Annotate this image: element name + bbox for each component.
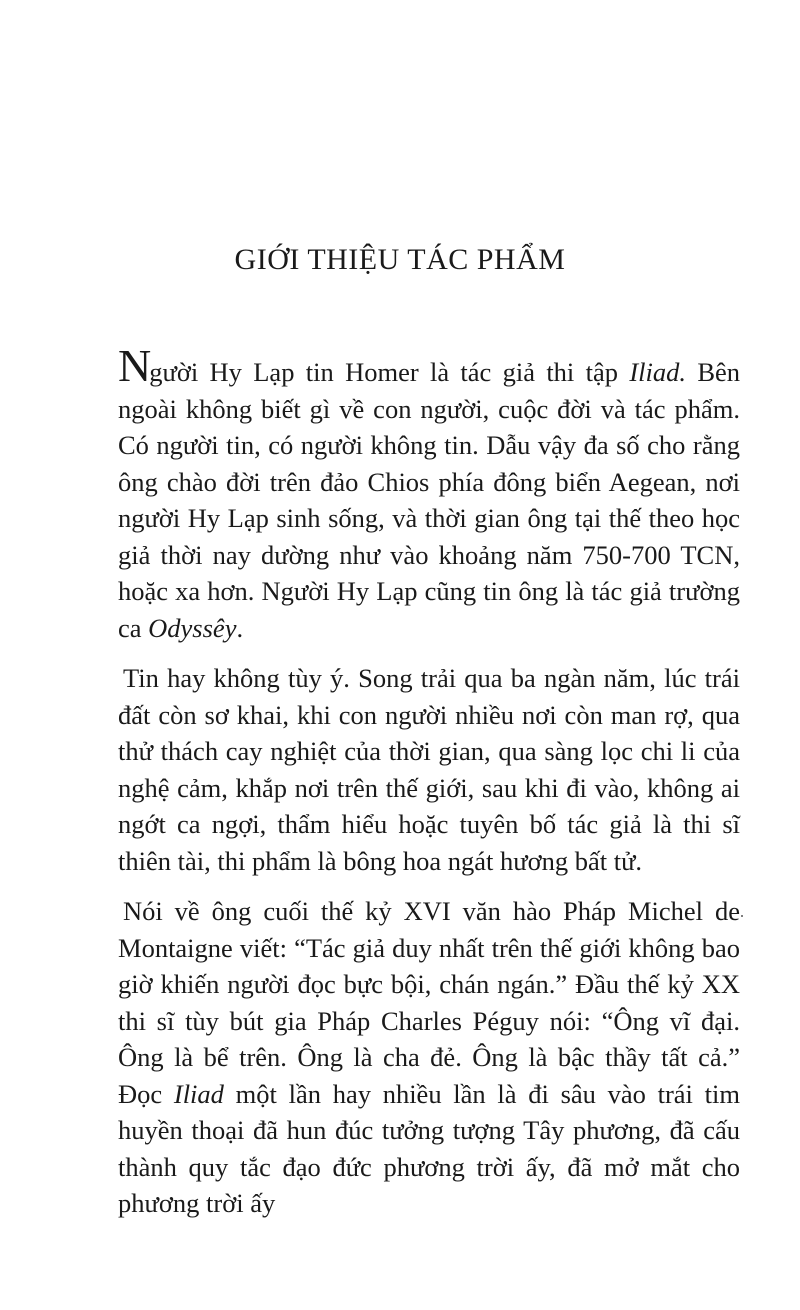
paragraph-1-text-b: Bên ngoài không biết gì về con người, cuộc đời và tác phẩm. Có người tin, có người không tin. Dẫu vậy đa số cho rằng ông chào đời trên đảo Chios phía đông biển Aegean, nơi người Hy Lạp sinh sống, và thời gian ông tại thế theo học giả thời nay dường như vào khoảng năm 750-700 TCN, hoặc xa hơn. Người Hy Lạp cũng tin ông là tác giả trường ca xyxy=(118,357,741,643)
paragraph-3-text-b: một lần hay nhiều lần là đi sâu vào trái tim huyền thoại đã hun đúc tưởng tượng Tây phương, đã cấu thành quy tắc đạo đức phương trời ấy, đã mở mắt cho phương trời ấy xyxy=(118,1078,740,1218)
paragraph-1-text-c: . xyxy=(236,612,244,643)
paragraph-1-text-a: gười Hy Lạp tin Homer là tác giả thi tập xyxy=(149,357,630,387)
paragraph-2 xyxy=(118,660,740,879)
book-title-iliad: Iliad. xyxy=(629,357,686,387)
book-title-iliad-2: Iliad xyxy=(173,1078,224,1109)
page-title: GIỚI THIỆU TÁC PHẨM xyxy=(234,243,566,276)
paragraph-3-text-a: Nói về ông cuối thế kỷ XVI văn hào Pháp Michel de Montaigne viết: “Tác giả duy nhất trên thế giới không bao giờ khiến người đọc bực bội, chán ngán.” Đầu thế kỷ XX thi sĩ tùy bút gia Pháp Charles Péguy nói: “Ông vĩ đại. Ông là bể trên. Ông là cha đẻ. Ông là bậc thầy tất cả.” Đọc xyxy=(118,896,740,1109)
body-text xyxy=(118,340,741,1222)
paragraph-1 xyxy=(118,340,741,646)
print-speck xyxy=(741,915,743,917)
paragraph-3 xyxy=(118,893,740,1222)
book-title-odyssey: Odyssêy xyxy=(148,612,237,643)
paragraph-2-text: Tin hay không tùy ý. Song trải qua ba ngàn năm, lúc trái đất còn sơ khai, khi con người nhiều nơi còn man rợ, qua thử thách cay nghiệt của thời gian, qua sàng lọc chi li của nghệ cảm, khắp nơi trên thế giới, sau khi đi vào, không ai ngớt ca ngợi, thẩm hiểu hoặc tuyên bố tác giả là thi sĩ thiên tài, thi phẩm là bông hoa ngát hương bất tử. xyxy=(118,663,740,876)
drop-cap: N xyxy=(118,340,150,391)
